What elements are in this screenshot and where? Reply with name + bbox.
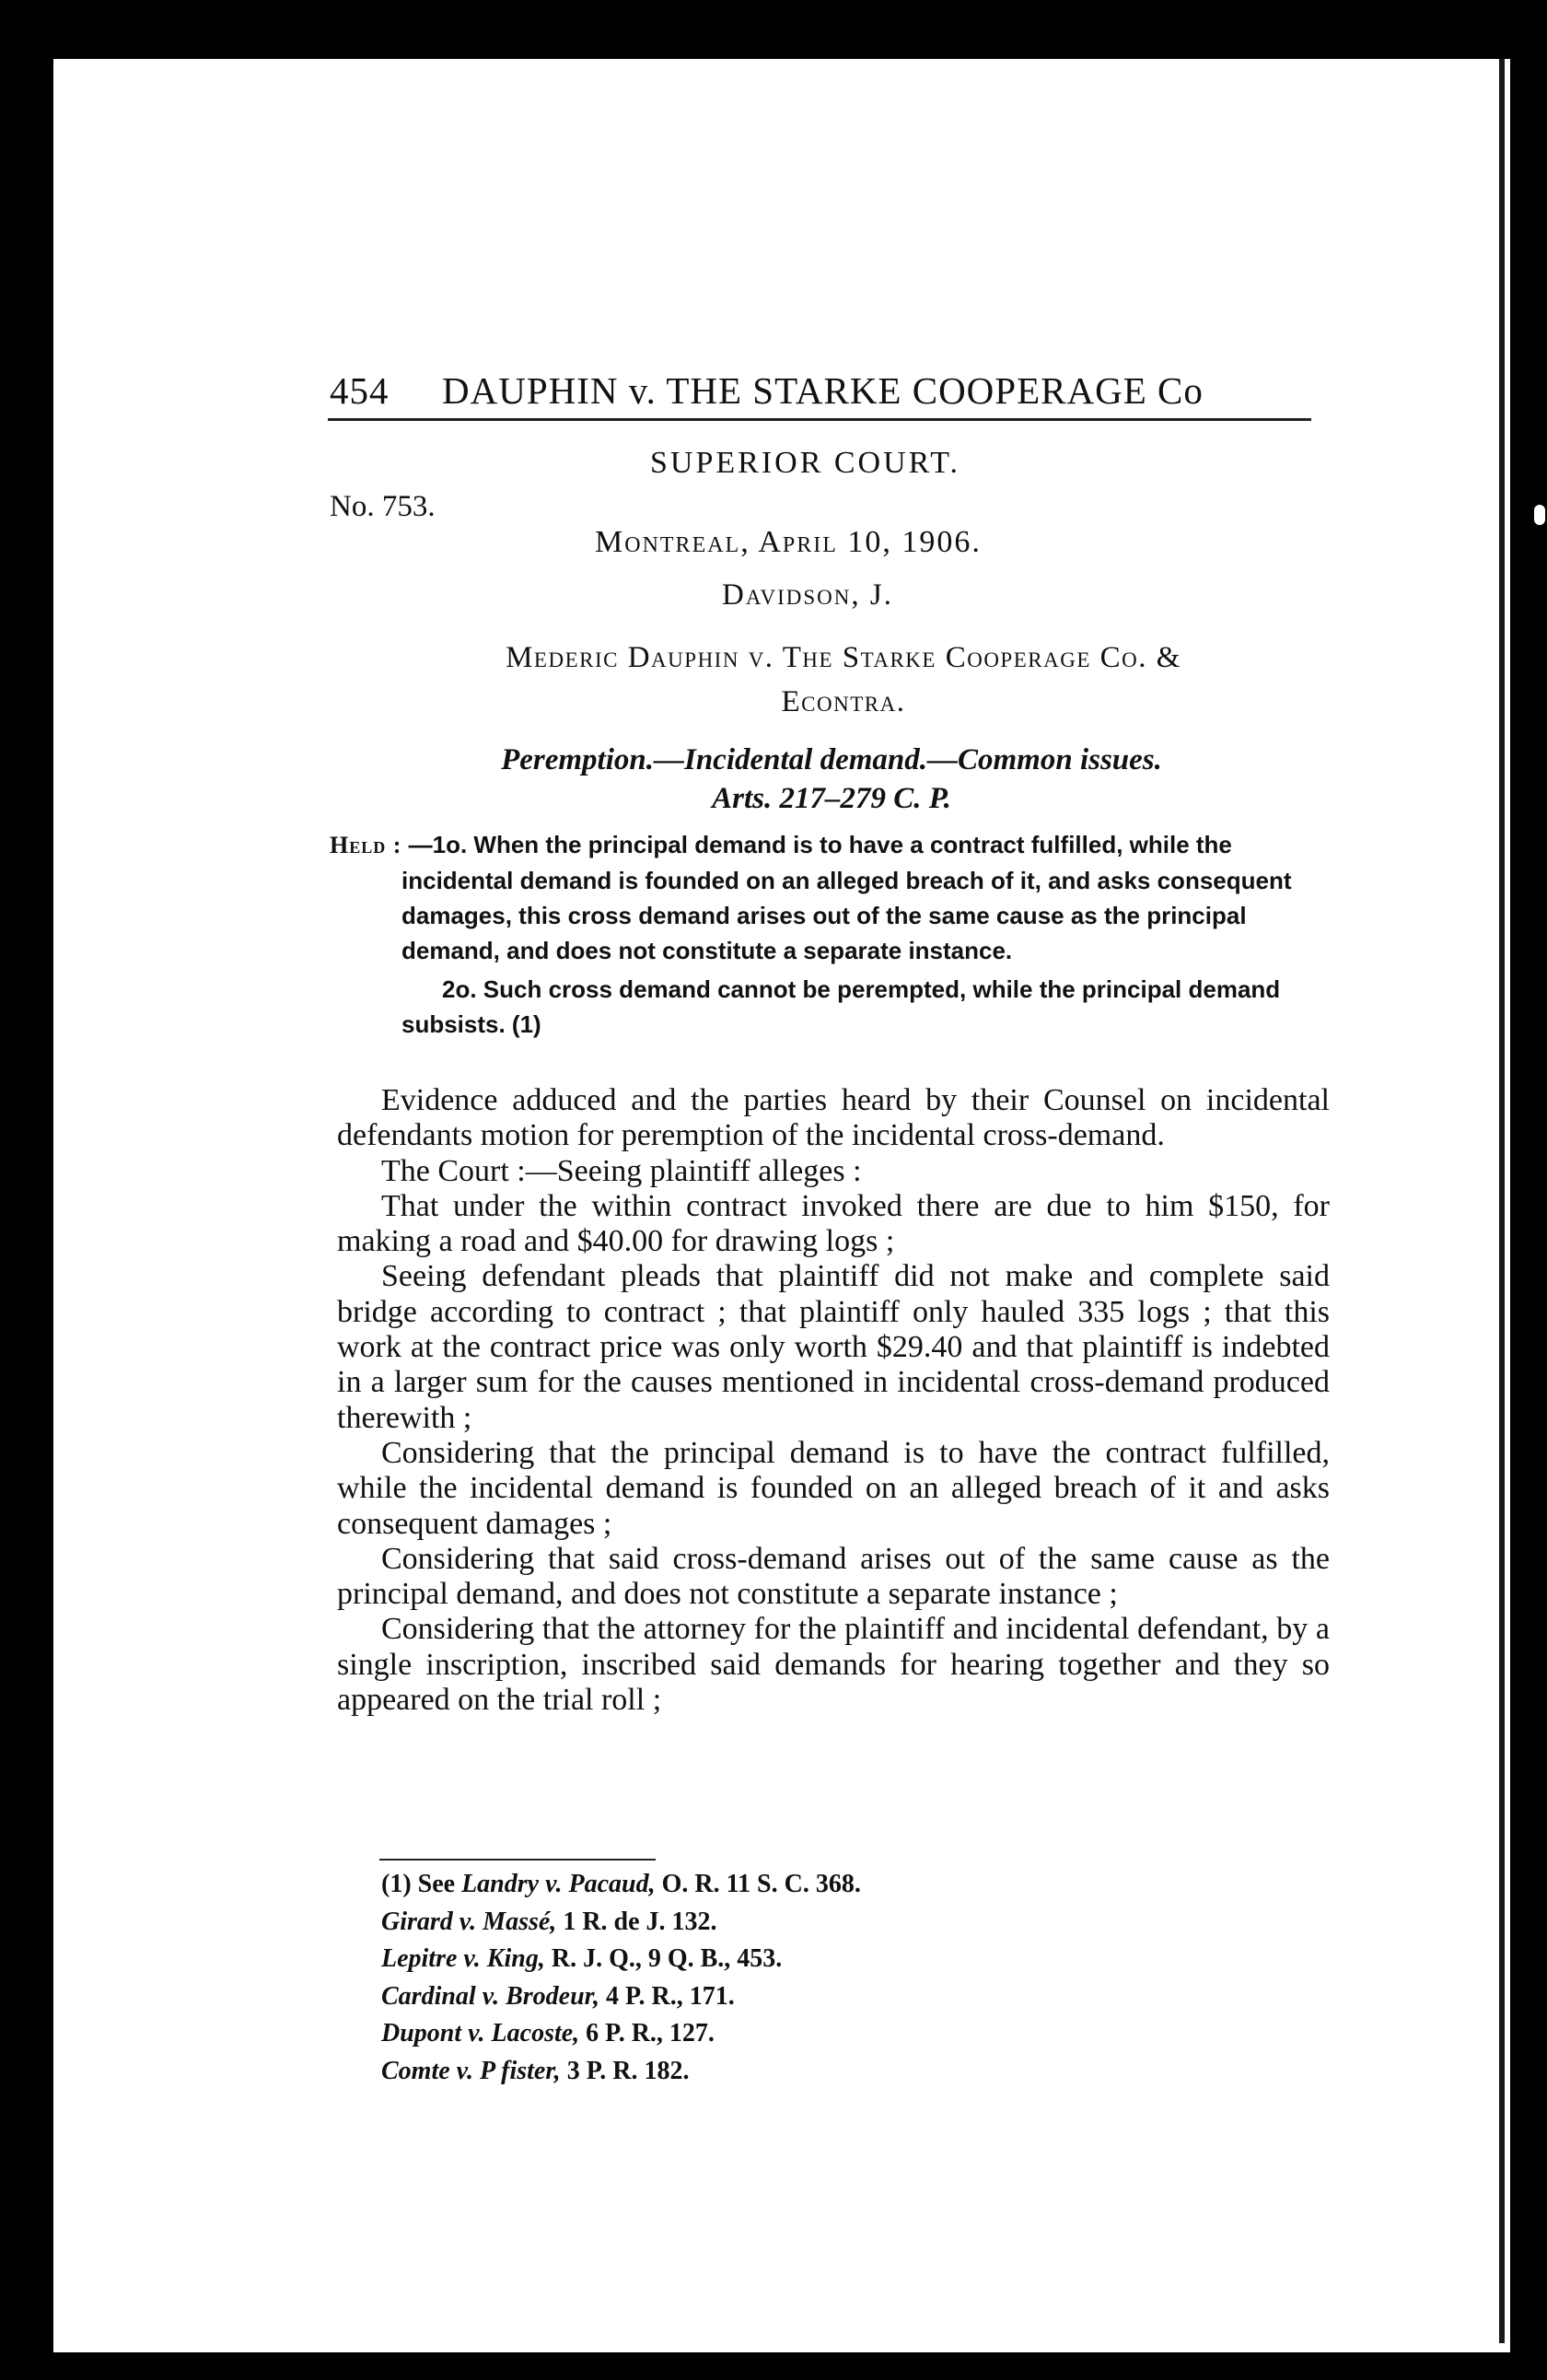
footnote-cite: 1 R. de J. 132. bbox=[556, 1907, 717, 1936]
header-rule bbox=[328, 418, 1311, 421]
footnote-case: Comte v. P fister, bbox=[381, 2056, 561, 2085]
held-point-1-text: —1o. When the principal demand is to have a contract fulfilled, while the incidental demand is founded on an alleged breach of it, and asks consequent damages, this cross demand arises out of the same cause as the principal demand, and does not constitute a separate instance. bbox=[401, 831, 1292, 964]
court-name: SUPERIOR COURT. bbox=[650, 446, 961, 480]
footnote-cite: 4 P. R., 171. bbox=[599, 1981, 735, 2011]
body-paragraph: Evidence adduced and the parties heard by their Counsel on incidental defendants motion for peremption of the incidental cross-demand. bbox=[337, 1083, 1330, 1153]
held-point-2: 2o. Such cross demand cannot be perempted, while the principal demand subsists. (1) bbox=[401, 975, 1281, 1038]
body-paragraph: That under the within contract invoked there are due to him $150, for making a road and $40.00 for drawing logs ; bbox=[337, 1188, 1330, 1259]
subject-line-2: Arts. 217–279 C. P. bbox=[712, 782, 951, 815]
held-section bbox=[330, 827, 1328, 1042]
parties-line-2: Econtra. bbox=[781, 685, 906, 718]
body-paragraph: Considering that the principal demand is to have the contract fulfilled, while the incidental demand is founded on an alleged breach of it and asks consequent damages ; bbox=[337, 1435, 1330, 1541]
footnotes bbox=[381, 1866, 1118, 2090]
case-number: No. 753. bbox=[330, 490, 436, 523]
case-parties bbox=[401, 636, 1285, 724]
parties-line-1: Mederic Dauphin v. The Starke Cooperage Co. & bbox=[506, 641, 1181, 674]
body-paragraph: Considering that said cross-demand arises out of the same cause as the principal demand, and does not constitute a separate instance ; bbox=[337, 1541, 1330, 1612]
footnote-line bbox=[381, 1904, 1118, 1942]
footnote-line bbox=[381, 1941, 1118, 1978]
judgment-body bbox=[337, 1083, 1330, 1718]
footnote-cite: 6 P. R., 127. bbox=[579, 2019, 715, 2048]
footnote-case: Girard v. Massé, bbox=[381, 1907, 557, 1936]
held-point-1 bbox=[330, 827, 1328, 968]
scanned-page bbox=[53, 59, 1510, 2352]
subject-headnote bbox=[449, 741, 1214, 818]
footnote-case: Lepitre v. King, bbox=[381, 1944, 545, 1973]
footnote-line bbox=[381, 1978, 1118, 2016]
right-scan-border bbox=[1510, 0, 1547, 2380]
gutter-line bbox=[1499, 59, 1505, 2343]
footnote-cite: 3 P. R. 182. bbox=[560, 2056, 690, 2085]
footnote-rule bbox=[379, 1859, 656, 1861]
footnote-line bbox=[381, 1866, 1118, 1904]
body-paragraph: The Court :—Seeing plaintiff alleges : bbox=[381, 1153, 862, 1188]
body-paragraph: Considering that the attorney for the plaintiff and incidental defendant, by a single inscription, inscribed said demands for hearing together and they so appeared on the trial roll ; bbox=[337, 1612, 1330, 1718]
footnote-cite: R. J. Q., 9 Q. B., 453. bbox=[544, 1944, 783, 1973]
judge-name: Davidson, J. bbox=[722, 578, 893, 612]
body-paragraph: Seeing defendant pleads that plaintiff did not make and complete said bridge according to contract ; that plaintiff only hauled 335 logs ; that this work at the contract price was only worth $29.40 and that plaintiff is indebted in a larger sum for the causes mentioned in incidental cross-demand produced therewith ; bbox=[337, 1259, 1330, 1435]
page-number: 454 bbox=[330, 369, 390, 412]
footnote-case: Landry v. Pacaud, bbox=[461, 1870, 656, 1898]
footnote-case: Cardinal v. Brodeur, bbox=[381, 1981, 600, 2011]
held-label: Held : bbox=[330, 832, 402, 858]
scan-artifact-dot bbox=[1534, 505, 1545, 525]
footnote-cite: O. R. 11 S. C. 368. bbox=[655, 1870, 861, 1898]
footnote-prefix: (1) See bbox=[381, 1870, 462, 1898]
running-title: DAUPHIN v. THE STARKE COOPERAGE Co bbox=[442, 369, 1204, 412]
footnote-case: Dupont v. Lacoste, bbox=[381, 2019, 580, 2048]
subject-line-1: Peremption.—Incidental demand.—Common issues. bbox=[501, 743, 1162, 776]
footnote-line bbox=[381, 2015, 1118, 2053]
footnote-line bbox=[381, 2053, 1118, 2091]
place-date: Montreal, April 10, 1906. bbox=[595, 525, 982, 559]
